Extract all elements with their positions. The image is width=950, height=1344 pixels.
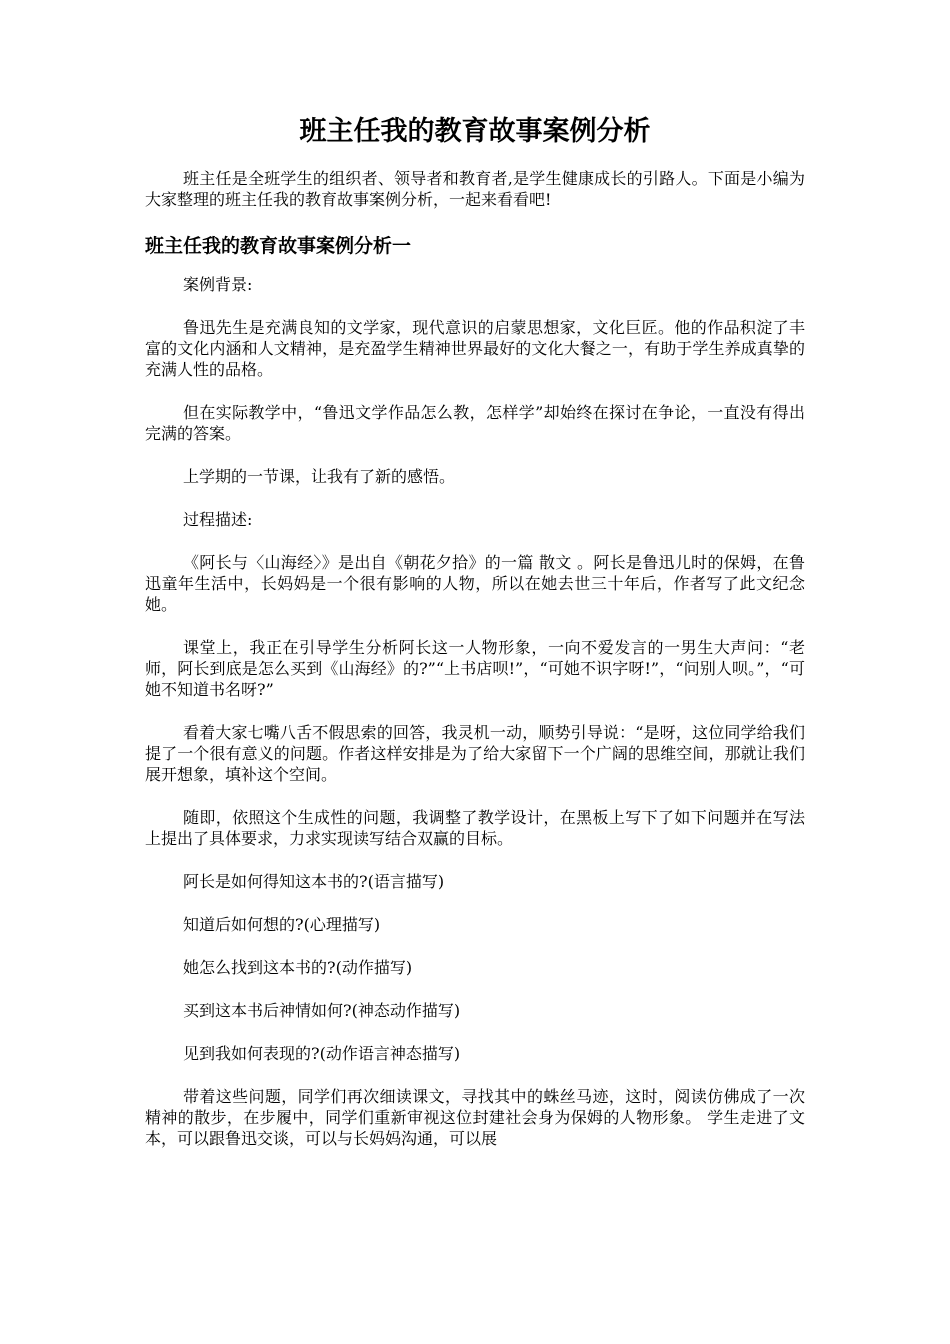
- question-item: 买到这本书后神情如何?(神态动作描写): [183, 1001, 461, 1020]
- paragraph-last-semester: 上学期的一节课，让我有了新的感悟。: [183, 467, 456, 486]
- section-heading: 班主任我的教育故事案例分析一: [145, 235, 412, 257]
- document-page: [145, 112, 805, 1171]
- paragraph-classroom-question: 课堂上，我正在引导学生分析阿长这一人物形象，一向不爱发言的一男生大声问：“老师，阿长到底是怎么买到《山海经》的?”“上书店呗!”，“可她不识字呀!”，“问别人呗。”，“可她不知道书名呀?”: [145, 638, 805, 699]
- paragraph-teaching-debate: 但在实际教学中，“鲁迅文学作品怎么教，怎样学”却始终在探讨在争论，一直没有得出完满的答案。: [145, 403, 805, 443]
- paragraph-luxun-intro: 鲁迅先生是充满良知的文学家，现代意识的启蒙思想家，文化巨匠。他的作品积淀了丰富的文化内涵和人文精神，是充盈学生精神世界最好的文化大餐之一，有助于学生养成真挚的充满人性的品格。: [145, 318, 805, 379]
- question-item: 知道后如何想的?(心理描写): [183, 915, 381, 934]
- question-item: 她怎么找到这本书的?(动作描写): [183, 958, 413, 977]
- paragraph-guidance: 看着大家七嘴八舌不假思索的回答，我灵机一动，顺势引导说：“是呀，这位同学给我们提了一个很有意义的问题。作者这样安排是为了给大家留下一个广阔的思维空间，那就让我们展开想象，填补这个空间。: [145, 723, 805, 784]
- paragraph-case-background-label: 案例背景:: [183, 275, 253, 294]
- paragraph-reading-again: 带着这些问题，同学们再次细读课文，寻找其中的蛛丝马迹，这时，阅读仿佛成了一次精神的散步，在步履中，同学们重新审视这位封建社会身为保姆的人物形象。 学生走进了文本，可以跟鲁迅交谈，可以与长妈妈沟通，可以展: [145, 1087, 805, 1148]
- paragraph-adjust-design: 随即，依照这个生成性的问题，我调整了教学设计，在黑板上写下了如下问题并在写法上提出了具体要求，力求实现读写结合双赢的目标。: [145, 808, 805, 848]
- document-title: 班主任我的教育故事案例分析: [299, 116, 651, 147]
- question-item: 见到我如何表现的?(动作语言神态描写): [183, 1044, 461, 1063]
- question-item: 阿长是如何得知这本书的?(语言描写): [183, 872, 445, 891]
- paragraph-process-label: 过程描述:: [183, 510, 253, 529]
- paragraph-story-intro: 《阿长与〈山海经〉》是出自《朝花夕拾》的一篇 散文 。阿长是鲁迅儿时的保姆，在鲁迅童年生活中，长妈妈是一个很有影响的人物，所以在她去世三十年后，作者写了此文纪念她。: [145, 553, 805, 614]
- intro-paragraph: 班主任是全班学生的组织者、领导者和教育者,是学生健康成长的引路人。下面是小编为大家整理的班主任我的教育故事案例分析，一起来看看吧!: [145, 169, 805, 209]
